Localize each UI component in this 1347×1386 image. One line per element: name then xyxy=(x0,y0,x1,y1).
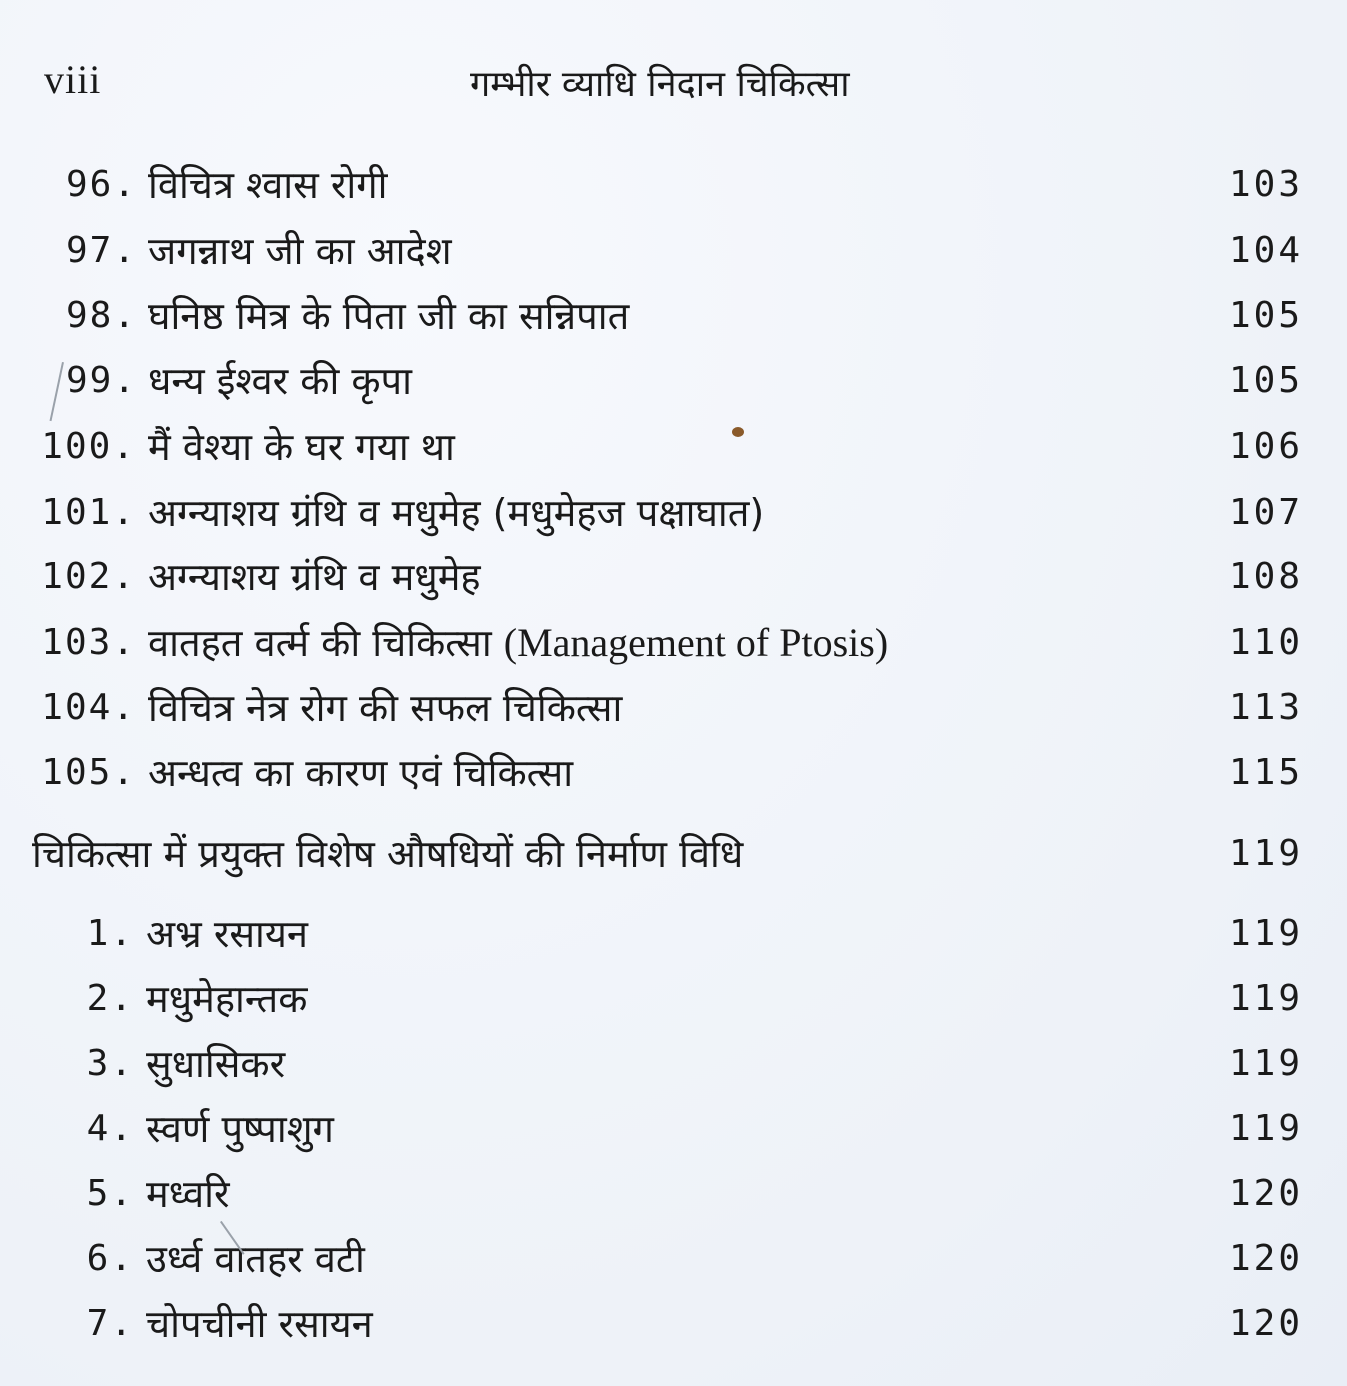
subitem-number: 6. xyxy=(86,1237,134,1279)
entry-number: 105. xyxy=(41,751,136,793)
entry-page: 103 xyxy=(1228,163,1303,205)
subitem-title: उर्ध्व वातहर वटी xyxy=(146,1237,365,1281)
toc-entry xyxy=(0,285,1347,345)
subitem-page: 120 xyxy=(1228,1237,1303,1279)
entry-page: 105 xyxy=(1228,359,1303,401)
toc-entry xyxy=(0,220,1347,280)
entry-number: 104. xyxy=(41,686,136,728)
subitem-page: 119 xyxy=(1228,977,1303,1019)
entry-title: घनिष्ठ मित्र के पिता जी का सन्निपात xyxy=(148,294,630,338)
subitem-number: 2. xyxy=(86,977,134,1019)
subitem-number: 4. xyxy=(86,1107,134,1149)
toc-subitem xyxy=(0,1098,1347,1158)
toc-entry xyxy=(0,416,1347,476)
toc-entry xyxy=(0,677,1347,737)
entry-title: अन्धत्व का कारण एवं चिकित्सा xyxy=(148,751,574,795)
entry-title: विचित्र नेत्र रोग की सफल चिकित्सा xyxy=(148,686,623,730)
toc-subitem xyxy=(0,1033,1347,1093)
entry-number: 101. xyxy=(41,491,136,533)
running-title: गम्भीर व्याधि निदान चिकित्सा xyxy=(470,64,850,105)
subitem-number: 1. xyxy=(86,912,134,954)
subitem-page: 119 xyxy=(1228,912,1303,954)
toc-entry xyxy=(0,482,1347,542)
entry-page: 115 xyxy=(1228,751,1303,793)
toc-entry xyxy=(0,612,1347,672)
toc-entry xyxy=(0,154,1347,214)
toc-entry xyxy=(0,742,1347,802)
subitem-title: स्वर्ण पुष्पाशुग xyxy=(146,1107,334,1151)
subitem-page: 120 xyxy=(1228,1172,1303,1214)
entry-page: 105 xyxy=(1228,294,1303,336)
entry-title-english: (Management of Ptosis) xyxy=(503,620,889,665)
entry-title: अग्न्याशय ग्रंथि व मधुमेह xyxy=(148,555,481,599)
toc-subitem xyxy=(0,968,1347,1028)
entry-title: मैं वेश्या के घर गया था xyxy=(148,425,455,469)
entry-title: धन्य ईश्वर की कृपा xyxy=(148,359,412,403)
entry-page: 110 xyxy=(1228,621,1303,663)
section-heading-row xyxy=(0,823,1347,883)
folio-number: viii xyxy=(44,57,102,102)
subitem-title: चोपचीनी रसायन xyxy=(146,1302,373,1346)
entry-title: अग्न्याशय ग्रंथि व मधुमेह (मधुमेहज पक्षाघात) xyxy=(148,491,765,535)
subitem-title: मध्वरि xyxy=(146,1172,230,1216)
entry-title: जगन्नाथ जी का आदेश xyxy=(148,229,452,273)
subitem-page: 120 xyxy=(1228,1302,1303,1344)
entry-page: 113 xyxy=(1228,686,1303,728)
toc-entry xyxy=(0,546,1347,606)
section-page: 119 xyxy=(1228,832,1303,874)
subitem-title: मधुमेहान्तक xyxy=(146,977,308,1021)
entry-title: विचित्र श्वास रोगी xyxy=(148,163,388,207)
entry-number: 98. xyxy=(66,294,138,336)
toc-entry xyxy=(0,350,1347,410)
entry-number: 97. xyxy=(66,229,138,271)
entry-title-hindi: वातहत वर्त्म की चिकित्सा xyxy=(148,621,492,665)
entry-page: 108 xyxy=(1228,555,1303,597)
toc-subitem xyxy=(0,1163,1347,1223)
entry-number: 99. xyxy=(66,359,138,401)
entry-page: 107 xyxy=(1228,491,1303,533)
subitem-title: सुधासिकर xyxy=(146,1042,286,1086)
subitem-number: 5. xyxy=(86,1172,134,1214)
entry-page: 104 xyxy=(1228,229,1303,271)
toc-subitem xyxy=(0,1293,1347,1353)
toc-subitem xyxy=(0,1228,1347,1288)
entry-number: 96. xyxy=(66,163,138,205)
subitem-number: 7. xyxy=(86,1302,134,1344)
toc-subitem xyxy=(0,903,1347,963)
subitem-page: 119 xyxy=(1228,1042,1303,1084)
subitem-number: 3. xyxy=(86,1042,134,1084)
entry-number: 103. xyxy=(41,621,136,663)
subitem-page: 119 xyxy=(1228,1107,1303,1149)
section-heading: चिकित्सा में प्रयुक्त विशेष औषधियों की निर्माण विधि xyxy=(32,832,744,876)
entry-title xyxy=(148,616,888,668)
entry-number: 102. xyxy=(41,555,136,597)
ink-stain xyxy=(732,427,744,437)
entry-number: 100. xyxy=(41,425,136,467)
subitem-title: अभ्र रसायन xyxy=(146,912,309,956)
entry-page: 106 xyxy=(1228,425,1303,467)
